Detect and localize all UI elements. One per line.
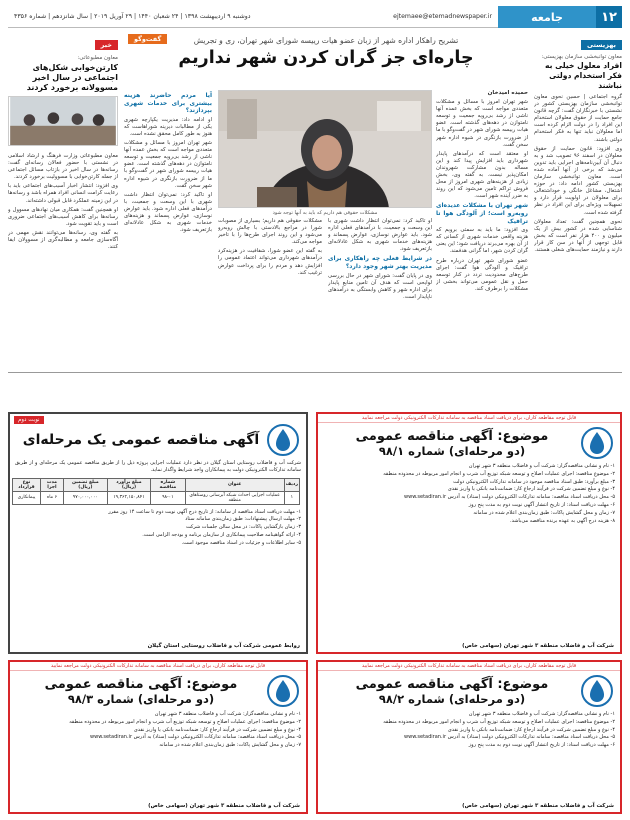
ad-header bbox=[318, 671, 620, 711]
water-company-logo bbox=[580, 426, 614, 460]
ad-clause: ۴- نوع و مبلغ تضمین شرکت در فرآیند ارجاع کار: ضمانت‌نامه بانکی یا واریز نقدی bbox=[447, 726, 615, 733]
paragraph: مشکلات حقوقی هم داریم؛ بسیاری از مصوبات شورا در مراجع بالادستی با چالش روبه‌رو می‌شود و این روند اجرای طرح‌ها را با تاخیر مواجه می‌کند. bbox=[218, 218, 322, 246]
ad-title: موضوع: آگهی مناقصه عمومی bbox=[355, 428, 549, 444]
table-header: مبلغ برآورد (ریال) bbox=[107, 478, 150, 491]
table-cell: عملیات اجرایی احداث شبکه آبرسانی روستاهای منطقه bbox=[185, 491, 284, 504]
ad-clause: ۶- مهلت دریافت اسناد: از تاریخ انتشار آگهی نوبت دوم به مدت پنج روز bbox=[468, 742, 615, 749]
story-columns bbox=[124, 90, 528, 366]
article-kicker: معاون مطبوعاتی: bbox=[77, 55, 118, 61]
paragraph: شهر تهران امروز با مسائل و مشکلات متعددی مواجه است که بخش عمده آنها ناشی از رشد بی‌رویه جمعیت و توسعه نامتوازن در دهه‌های گذشته است. عضو هیات رییسه شورای شهر در گفت‌وگو با ما از ضرورت بازنگری در شیوه اداره شهر سخن گفت. bbox=[124, 140, 212, 189]
article-kicker: معاون توانبخشی سازمان بهزیستی: bbox=[541, 54, 622, 60]
ad-header bbox=[10, 671, 306, 711]
left-column-article bbox=[8, 32, 118, 368]
ad-footer: شرکت آب و فاضلاب منطقه ۳ شهر تهران (سهامی خاص) bbox=[148, 803, 300, 809]
ad-clause: ۵- محل دریافت اسناد مناقصه: سامانه تدارکات الکترونیکی دولت (ستاد) به آدرس www.setadiran.ir bbox=[404, 734, 615, 741]
paragraph: شهر تهران امروز با مسائل و مشکلات متعددی مواجه است که بخش عمده آنها ناشی از رشد بی‌رویه جمعیت و توسعه نامتوازن در دهه‌های گذشته است. عضو هیات رییسه شورای شهر در گفت‌وگو با ما از ضرورت بازنگری در شیوه اداره شهر سخن گفت. bbox=[436, 99, 528, 148]
ad-clause: ۱- نام و نشانی مناقصه‌گزار: شرکت آب و فاضلاب منطقه ۳ شهر تهران bbox=[468, 463, 615, 469]
ad-clause: ۴- نوع و مبلغ تضمین شرکت در فرآیند ارجاع کار: ضمانت‌نامه بانکی یا واریز نقدی bbox=[133, 726, 301, 733]
section-title: جامعه bbox=[498, 6, 596, 28]
ad-footer: شرکت آب و فاضلاب منطقه ۳ شهر تهران (سهامی خاص) bbox=[462, 803, 614, 809]
paragraph: وی در پایان گفت: شورای شهر در حال بررسی لوایحی است که هدف آن تامین منابع پایدار برای اداره شهر و کاهش وابستگی به درآمدهای ناپایدار است. bbox=[328, 272, 432, 300]
subhead: در شرایط فعلی چه راهکاری برای مدیریت بهتر شهر وجود دارد؟ bbox=[328, 255, 432, 271]
header-info-bar bbox=[8, 6, 498, 28]
portrait-image bbox=[218, 91, 431, 208]
page-header bbox=[8, 6, 622, 28]
ad-clause: ۲- مهلت ارسال پیشنهادات: طبق زمان‌بندی سامانه ستاد bbox=[185, 516, 301, 523]
table-header: مدت اجرا bbox=[40, 478, 63, 491]
paragraph: وی افزود: ما باید به سمتی برویم که هزینه واقعی خدمات شهری از کسانی که از آن بهره می‌برند دریافت شود؛ این یعنی گران کردن شهر، اما گرانی هدفمند. bbox=[436, 227, 528, 255]
ad-title: موضوع: آگهی مناقصه عمومی bbox=[355, 676, 549, 692]
section-tag: گفت‌وگو bbox=[128, 34, 167, 44]
ad-clause: ۶- مهلت دریافت اسناد: از تاریخ انتشار آگهی نوبت دوم به مدت پنج روز bbox=[468, 501, 615, 508]
table-cell: ۹۷۰,۰۰۰,۰۰۰ bbox=[63, 491, 107, 504]
subhead: شهر تهران با مشکلات عدیده‌ای روبه‌رو است؛ از آلودگی هوا تا ترافیک bbox=[436, 202, 528, 225]
ad-header bbox=[318, 423, 620, 463]
table-cell: پیمانکاری bbox=[13, 491, 41, 504]
table-cell: ۱ bbox=[284, 491, 299, 504]
ad-clause: ۴- نوع و مبلغ تضمین شرکت در فرآیند ارجاع کار: ضمانت‌نامه بانکی یا واریز نقدی bbox=[447, 486, 615, 493]
ad-clause: ۵- محل دریافت اسناد مناقصه: سامانه تدارکات الکترونیکی دولت (ستاد) به آدرس www.setadiran.ir bbox=[404, 494, 615, 501]
ad-notice: قابل توجه مقاطعه کاران، برای دریافت اسناد مناقصه به سامانه تدارکات الکترونیکی دولت مراجعه نمایید bbox=[318, 662, 620, 671]
water-company-logo bbox=[266, 423, 300, 457]
ad-footer: شرکت آب و فاضلاب منطقه ۳ شهر تهران (سهامی خاص) bbox=[462, 643, 614, 649]
article-body bbox=[8, 153, 118, 251]
ad-header bbox=[10, 420, 306, 460]
paragraph: او معتقد است که درآمدهای پایدار شهرداری باید افزایش پیدا کند و این مساله بدون مشارکت شهروندان امکان‌پذیر نیست. به گفته وی، بخش زیادی از هزینه‌های شهری امروز از محل فروش تراکم تامین می‌شود که این روند به ضرر آینده شهر است. bbox=[436, 150, 528, 200]
paragraph: وی افزود: انتشار اخبار آسیب‌های اجتماعی باید با رعایت کرامت انسانی افراد همراه باشد و رسانه‌ها در این زمینه عملکرد قابل قبولی داشته‌اند. bbox=[8, 183, 118, 204]
meeting-photo bbox=[8, 96, 118, 146]
paragraph: او ادامه داد: مدیریت یکپارچه شهری یکی از مطالبات دیرینه شوراهاست که هنوز به طور کامل محقق نشده است. bbox=[124, 116, 212, 137]
ad-body bbox=[10, 460, 306, 474]
table-row bbox=[13, 491, 300, 504]
ad-clause: ۲- موضوع مناقصه: اجرای عملیات اصلاح و توسعه شبکه توزیع آب شرب و انجام امور مربوطه در محدوده منطقه bbox=[383, 718, 615, 725]
table-cell: ۱۹,۳۶۲,۱۵۰,۸۴۱ bbox=[107, 491, 150, 504]
story-column-2 bbox=[328, 218, 432, 366]
ad-subtitle: (دو مرحله‌ای) شماره ۹۸/۲ bbox=[378, 691, 526, 706]
tender-ad-left bbox=[8, 412, 308, 654]
paragraph: عضو شورای شهر تهران درباره طرح ترافیک و آلودگی هوا گفت: اجرای طرح‌های محدودیت تردد در کنار توسعه حمل و نقل عمومی می‌تواند بخشی از مشکلات را برطرف کند. bbox=[436, 257, 528, 292]
ad-title-block bbox=[16, 677, 266, 706]
ad-clause: ۲- موضوع مناقصه: اجرای عملیات اصلاح و توسعه شبکه توزیع آب شرب و انجام امور مربوطه در محدوده منطقه bbox=[69, 718, 301, 725]
ad-title: آگهی مناقصه عمومی یک مرحله‌ای bbox=[22, 431, 260, 448]
paragraph: او تاکید کرد: نمی‌توان انتظار داشت شهری با این وسعت و جمعیت، با درآمدهای فعلی اداره شود. باید عوارض نوسازی، عوارض پسماند و هزینه‌های خدمات شهری به شکل عادلانه‌ای بازتعریف شود. bbox=[328, 218, 432, 253]
ad-title: موضوع: آگهی مناقصه عمومی bbox=[44, 676, 238, 692]
story-column-1 bbox=[436, 90, 528, 366]
ad-footer: روابط عمومی شرکت آب و فاضلاب روستایی استان گیلان bbox=[147, 643, 300, 649]
ad-title-block bbox=[16, 433, 266, 448]
ad-clause: ۱- نام و نشانی مناقصه‌گزار: شرکت آب و فاضلاب منطقه ۳ شهر تهران bbox=[468, 711, 615, 717]
ad-subtitle: (دو مرحله‌ای) شماره ۹۸/۱ bbox=[378, 443, 526, 458]
ad-body bbox=[10, 711, 306, 749]
article-body bbox=[534, 94, 622, 254]
table-header: ردیف bbox=[284, 478, 299, 491]
section-tag: بهزیستی bbox=[581, 40, 622, 50]
ad-clause: ۵- محل دریافت اسناد مناقصه: سامانه تدارکات الکترونیکی دولت (ستاد) به آدرس www.setadiran.ir bbox=[90, 734, 301, 741]
story-headline[interactable]: چاره‌ای جز گران کردن شهر نداریم bbox=[178, 48, 474, 68]
tender-ad-1 bbox=[316, 412, 622, 654]
ad-corner-tag: نوبت دوم bbox=[14, 416, 44, 424]
subhead: آیا مردم حاضرند هزینه بیشتری برای خدمات شهری بپردازند؟ bbox=[124, 92, 212, 115]
ad-title-block bbox=[324, 429, 580, 458]
paragraph: وی افزود: قانون حمایت از حقوق معلولان در اسفند ۹۶ تصویب شد و به دنبال آن آیین‌نامه‌های اجرایی باید تدوین می‌شد که برخی از آنها آماده شده است. معاون توانبخشی سازمان بهزیستی کشور ادامه داد: در حوزه اشتغال، مشاغل خانگی و خوداشتغالی برای معلولان در اولویت قرار دارد و تسهیلات ویژه‌ای برای این افراد در نظر گرفته شده است. bbox=[534, 145, 622, 216]
header-email[interactable]: ejtemaee@etemadnewspaper.ir bbox=[393, 13, 492, 20]
table-cell: ۶ ماه bbox=[40, 491, 63, 504]
tender-ad-2 bbox=[316, 660, 622, 814]
photo-caption: مشکلات حقوقی هم داریم که باید به آنها توجه شود bbox=[272, 210, 378, 216]
table-header: مبلغ تضمین (ریال) bbox=[63, 478, 107, 491]
ad-notice: قابل توجه مقاطعه کاران، برای دریافت اسناد مناقصه به سامانه تدارکات الکترونیکی دولت مراجعه نمایید bbox=[10, 662, 306, 671]
table-header: نوع قرارداد bbox=[13, 478, 41, 491]
section-divider bbox=[8, 372, 622, 373]
table-header: عنوان bbox=[185, 478, 284, 491]
ad-subtitle: (دو مرحله‌ای) شماره ۹۸/۳ bbox=[67, 691, 215, 706]
right-column-article bbox=[534, 32, 622, 368]
ad-clause: ۱- مهلت دریافت اسناد مناقصه از سامانه: از تاریخ درج آگهی نوبت دوم تا ساعت ۱۴ روز مقرر bbox=[108, 508, 301, 515]
paragraph: به گفته وی، رسانه‌ها می‌توانند نقش مهمی در آگاه‌سازی جامعه و مطالبه‌گری از مسوولان ایفا کنند. bbox=[8, 229, 118, 251]
story-rubric: تشریح راهکار اداره شهر از زبان عضو هیات رییسه شورای شهر تهران، ری و تجریش bbox=[193, 36, 459, 45]
ad-clause: ۷- زمان و محل گشایش پاکات: طبق زمان‌بندی اعلام شده در سامانه bbox=[473, 509, 615, 516]
paragraph: به گفته این عضو شورا، شفافیت در هزینه‌کرد درآمدهای شهرداری می‌تواند اعتماد عمومی را افزایش دهد و مردم را برای پرداخت عوارض ترغیب کند. bbox=[218, 248, 322, 276]
ad-clause: ۵- سایر اطلاعات و جزئیات در اسناد مناقصه موجود است. bbox=[181, 539, 301, 546]
paragraph: او همچنین گفت: همکاری میان نهادهای مسوول و رسانه‌ها برای کاهش آسیب‌های اجتماعی ضروری است و باید تقویت شود. bbox=[8, 206, 118, 227]
ad-body bbox=[318, 463, 620, 524]
ad-notice: قابل توجه مقاطعه کاران، برای دریافت اسناد مناقصه به سامانه تدارکات الکترونیکی دولت مراجعه نمایید bbox=[318, 414, 620, 423]
story-photo bbox=[218, 90, 432, 208]
paragraph: نحوی همچنین گفت: تعداد معلولان شناسایی شده در کشور بیش از یک میلیون و ۴۰۰ هزار نفر است که بخش قابل توجهی از آنها در سن کار قرار دارند و نیازمند حمایت‌های شغلی هستند. bbox=[534, 218, 622, 253]
ad-clause: شرکت آب و فاضلاب روستایی استان گیلان در نظر دارد عملیات اجرایی پروژه ذیل را از طریق مناقصه عمومی یک مرحله‌ای و از طریق سامانه تدارکات الکترونیکی دولت به پیمانکاران واجد شرایط واگذار نماید. bbox=[15, 460, 301, 473]
tender-table bbox=[12, 478, 300, 505]
article-title[interactable]: کارتن‌خوابی شکل‌های اجتماعی در سال اخیر مسوولانه برخورد کردند bbox=[26, 63, 118, 92]
table-cell: ۹۸-۰۱ bbox=[151, 491, 185, 504]
ad-clause: ۲- موضوع مناقصه: اجرای عملیات اصلاح و توسعه شبکه توزیع آب شرب و انجام امور مربوطه در محدوده منطقه bbox=[383, 470, 615, 477]
paragraph: معاون مطبوعاتی وزارت فرهنگ و ارشاد اسلامی در نشستی با حضور فعالان رسانه‌ای گفت: رسانه‌ها در سال اخیر در بازتاب مسائل اجتماعی از جمله کارتن‌خوابی با مسوولیت برخورد کردند. bbox=[8, 153, 118, 181]
ad-title-block bbox=[324, 677, 580, 706]
ad-clause: ۸- هزینه درج آگهی به عهده برنده مناقصه می‌باشد. bbox=[510, 517, 615, 524]
ad-clause: ۳- مبلغ برآورد: طبق اسناد مناقصه موجود در سامانه تدارکات الکترونیکی دولت bbox=[453, 478, 615, 485]
page-number: ۱۲ bbox=[596, 6, 622, 28]
article-title[interactable]: افراد معلول خیلی به فکر استخدام دولتی نباشند bbox=[545, 61, 622, 90]
ad-clause: ۴- ارائه گواهینامه صلاحیت پیمانکاری از سازمان برنامه و بودجه الزامی است. bbox=[142, 531, 301, 538]
ad-clause: ۷- زمان و محل گشایش پاکات: طبق زمان‌بندی اعلام شده در سامانه bbox=[159, 742, 301, 749]
ad-body bbox=[318, 711, 620, 749]
ad-clause: ۱- نام و نشانی مناقصه‌گزار: شرکت آب و فاضلاب منطقه ۳ شهر تهران bbox=[154, 711, 301, 717]
tender-ad-3 bbox=[8, 660, 308, 814]
paragraph: گروه اجتماعی | حسین نحوی معاون توانبخشی سازمان بهزیستی کشور در نشستی با خبرنگاران گفت: گرچه قانون جامع حمایت از حقوق معلولان استخدام این افراد را در دولت الزام کرده است اما معلولان نباید تنها به فکر استخدام دولتی باشند. bbox=[534, 94, 622, 143]
section-tag: خبر bbox=[95, 40, 118, 50]
table-header: شماره مناقصه bbox=[151, 478, 185, 491]
water-company-logo bbox=[580, 674, 614, 708]
story-column-3 bbox=[218, 218, 322, 366]
header-dateline: دوشنبه ۹ اردیبهشت ۱۳۹۸ | ۲۴ شعبان ۱۴۴۰ | ۲۹ آوریل ۲۰۱۹ | سال شانزدهم | شماره ۴۳۵۶ bbox=[14, 13, 251, 20]
water-company-logo bbox=[266, 674, 300, 708]
ad-clause: ۳- زمان بازگشایی پاکات: در محل سالن جلسات شرکت bbox=[185, 524, 301, 531]
story-column-4 bbox=[124, 90, 212, 366]
ad-body-2 bbox=[10, 509, 306, 547]
main-story bbox=[124, 32, 528, 368]
table-header-row bbox=[13, 478, 300, 491]
byline: حمیده امیدخان bbox=[487, 90, 528, 96]
paragraph: او تاکید کرد: نمی‌توان انتظار داشت شهری با این وسعت و جمعیت، با درآمدهای فعلی اداره شود. باید عوارض نوسازی، عوارض پسماند و هزینه‌های خدمات شهری به شکل عادلانه‌ای بازتعریف شود. bbox=[124, 191, 212, 234]
